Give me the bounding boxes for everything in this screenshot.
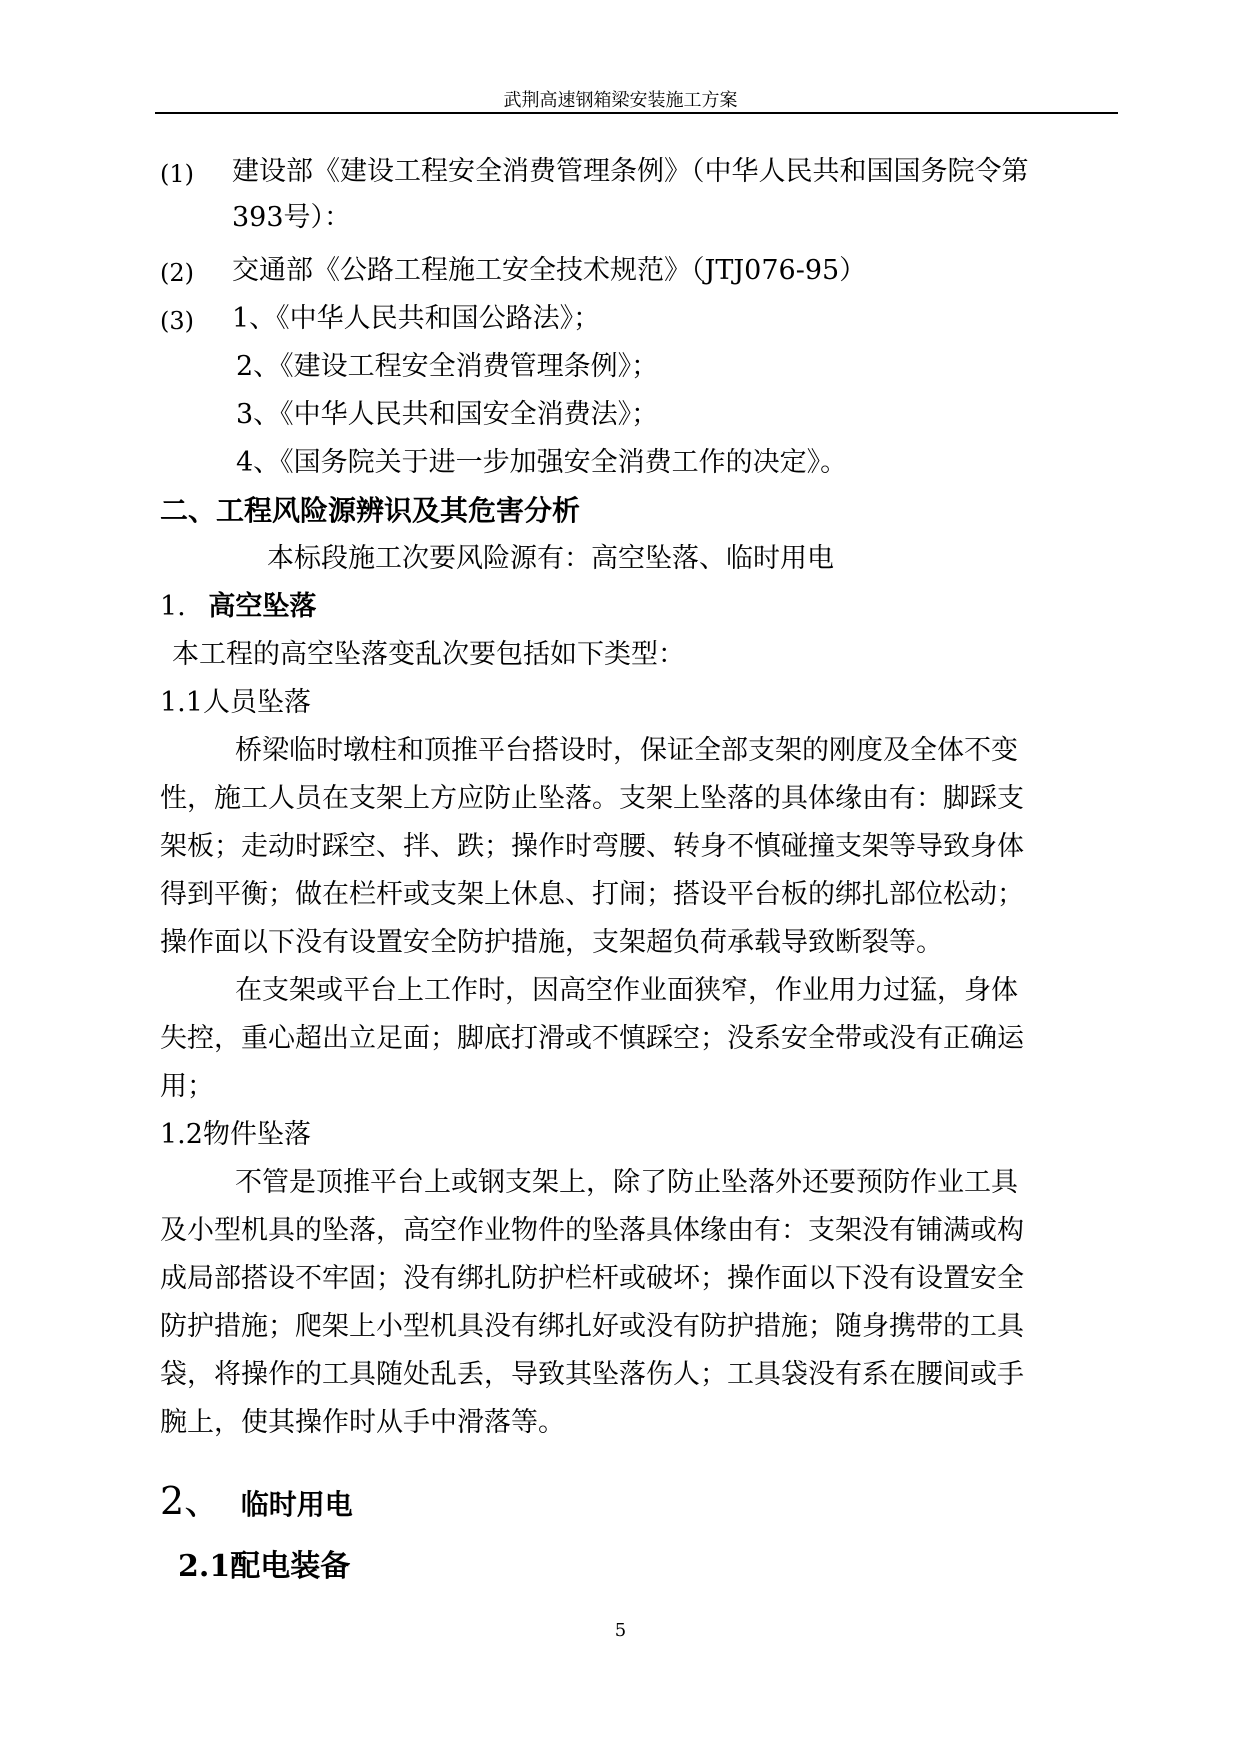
paragraph-line: 性，施工人员在支架上方应防止坠落。支架上坠落的具体缘由有：脚踩支	[160, 783, 1024, 814]
page-header-title: 武荆高速钢箱梁安装施工方案	[503, 90, 738, 111]
paragraph-line: 操作面以下没有设置安全防护措施，支架超负荷承载导致断裂等。	[160, 927, 943, 958]
basis-item2-number: (2)	[160, 259, 194, 287]
paragraph-line: 在支架或平台上工作时，因高空作业面狭窄，作业用力过猛，身体	[235, 975, 1018, 1006]
paragraph-line: 桥梁临时墩柱和顶推平台搭设时，保证全部支架的刚度及全体不变	[235, 735, 1018, 766]
page-number: 5	[614, 1620, 627, 1641]
paragraph-line: 腕上，使其操作时从手中滑落等。	[160, 1407, 565, 1438]
falls-heading	[160, 593, 316, 620]
paragraph-line: 架板；走动时踩空、拌、跌；操作时弯腰、转身不慎碰撞支架等导致身体	[160, 831, 1024, 862]
paragraph-line: 防护措施；爬架上小型机具没有绑扎好或没有防护措施；随身携带的工具	[160, 1311, 1024, 1342]
subsection-title: 1.2物件坠落	[160, 1119, 311, 1150]
electric-heading	[160, 1479, 353, 1523]
subsection-title: 1.1人员坠落	[160, 687, 311, 718]
basis-item1-line1: 建设部《建设工程安全消费管理条例》（中华人民共和国国务院令第	[232, 156, 1029, 187]
paragraph-line: 袋，将操作的工具随处乱丢，导致其坠落伤人；工具袋没有系在腰间或手	[160, 1359, 1024, 1390]
basis-item1-number: (1)	[160, 160, 194, 188]
header-rule	[155, 112, 1118, 114]
law-item: 4、《国务院关于进一步加强安全消费工作的决定》。	[236, 447, 848, 478]
section-intro: 本标段施工次要风险源有：高空坠落、临时用电	[267, 543, 834, 574]
paragraph-line: 及小型机具的坠落，高空作业物件的坠落具体缘由有：支架没有铺满或构	[160, 1215, 1024, 1246]
paragraph-line: 失控，重心超出立足面；脚底打滑或不慎踩空；没系安全带或没有正确运	[160, 1023, 1024, 1054]
electric-heading-text: 临时用电	[240, 1488, 353, 1521]
falls-intro: 本工程的高空坠落变乱次要包括如下类型：	[172, 639, 685, 670]
electric-subsection-title: 2.1配电装备	[178, 1549, 351, 1584]
falls-heading-number: 1.	[160, 591, 186, 622]
paragraph-line: 用；	[160, 1071, 214, 1102]
basis-item2-text: 交通部《公路工程施工安全技术规范》（JTJ076-95）	[232, 255, 867, 286]
law-item: 1、《中华人民共和国公路法》；	[232, 303, 601, 334]
paragraph-line: 不管是顶推平台上或钢支架上，除了防止坠落外还要预防作业工具	[235, 1167, 1018, 1198]
electric-heading-number: 2、	[160, 1479, 223, 1523]
section-heading: 二、工程风险源辨识及其危害分析	[160, 494, 581, 527]
falls-heading-text: 高空坠落	[208, 591, 317, 622]
basis-item3-number: (3)	[160, 307, 194, 335]
basis-item1-line2: 393号）：	[232, 202, 352, 233]
law-item: 3、《中华人民共和国安全消费法》；	[236, 399, 659, 430]
paragraph-line: 得到平衡；做在栏杆或支架上休息、打闹；搭设平台板的绑扎部位松动；	[160, 879, 1024, 910]
paragraph-line: 成局部搭设不牢固；没有绑扎防护栏杆或破坏；操作面以下没有设置安全	[160, 1263, 1024, 1294]
law-item: 2、《建设工程安全消费管理条例》；	[236, 351, 659, 382]
